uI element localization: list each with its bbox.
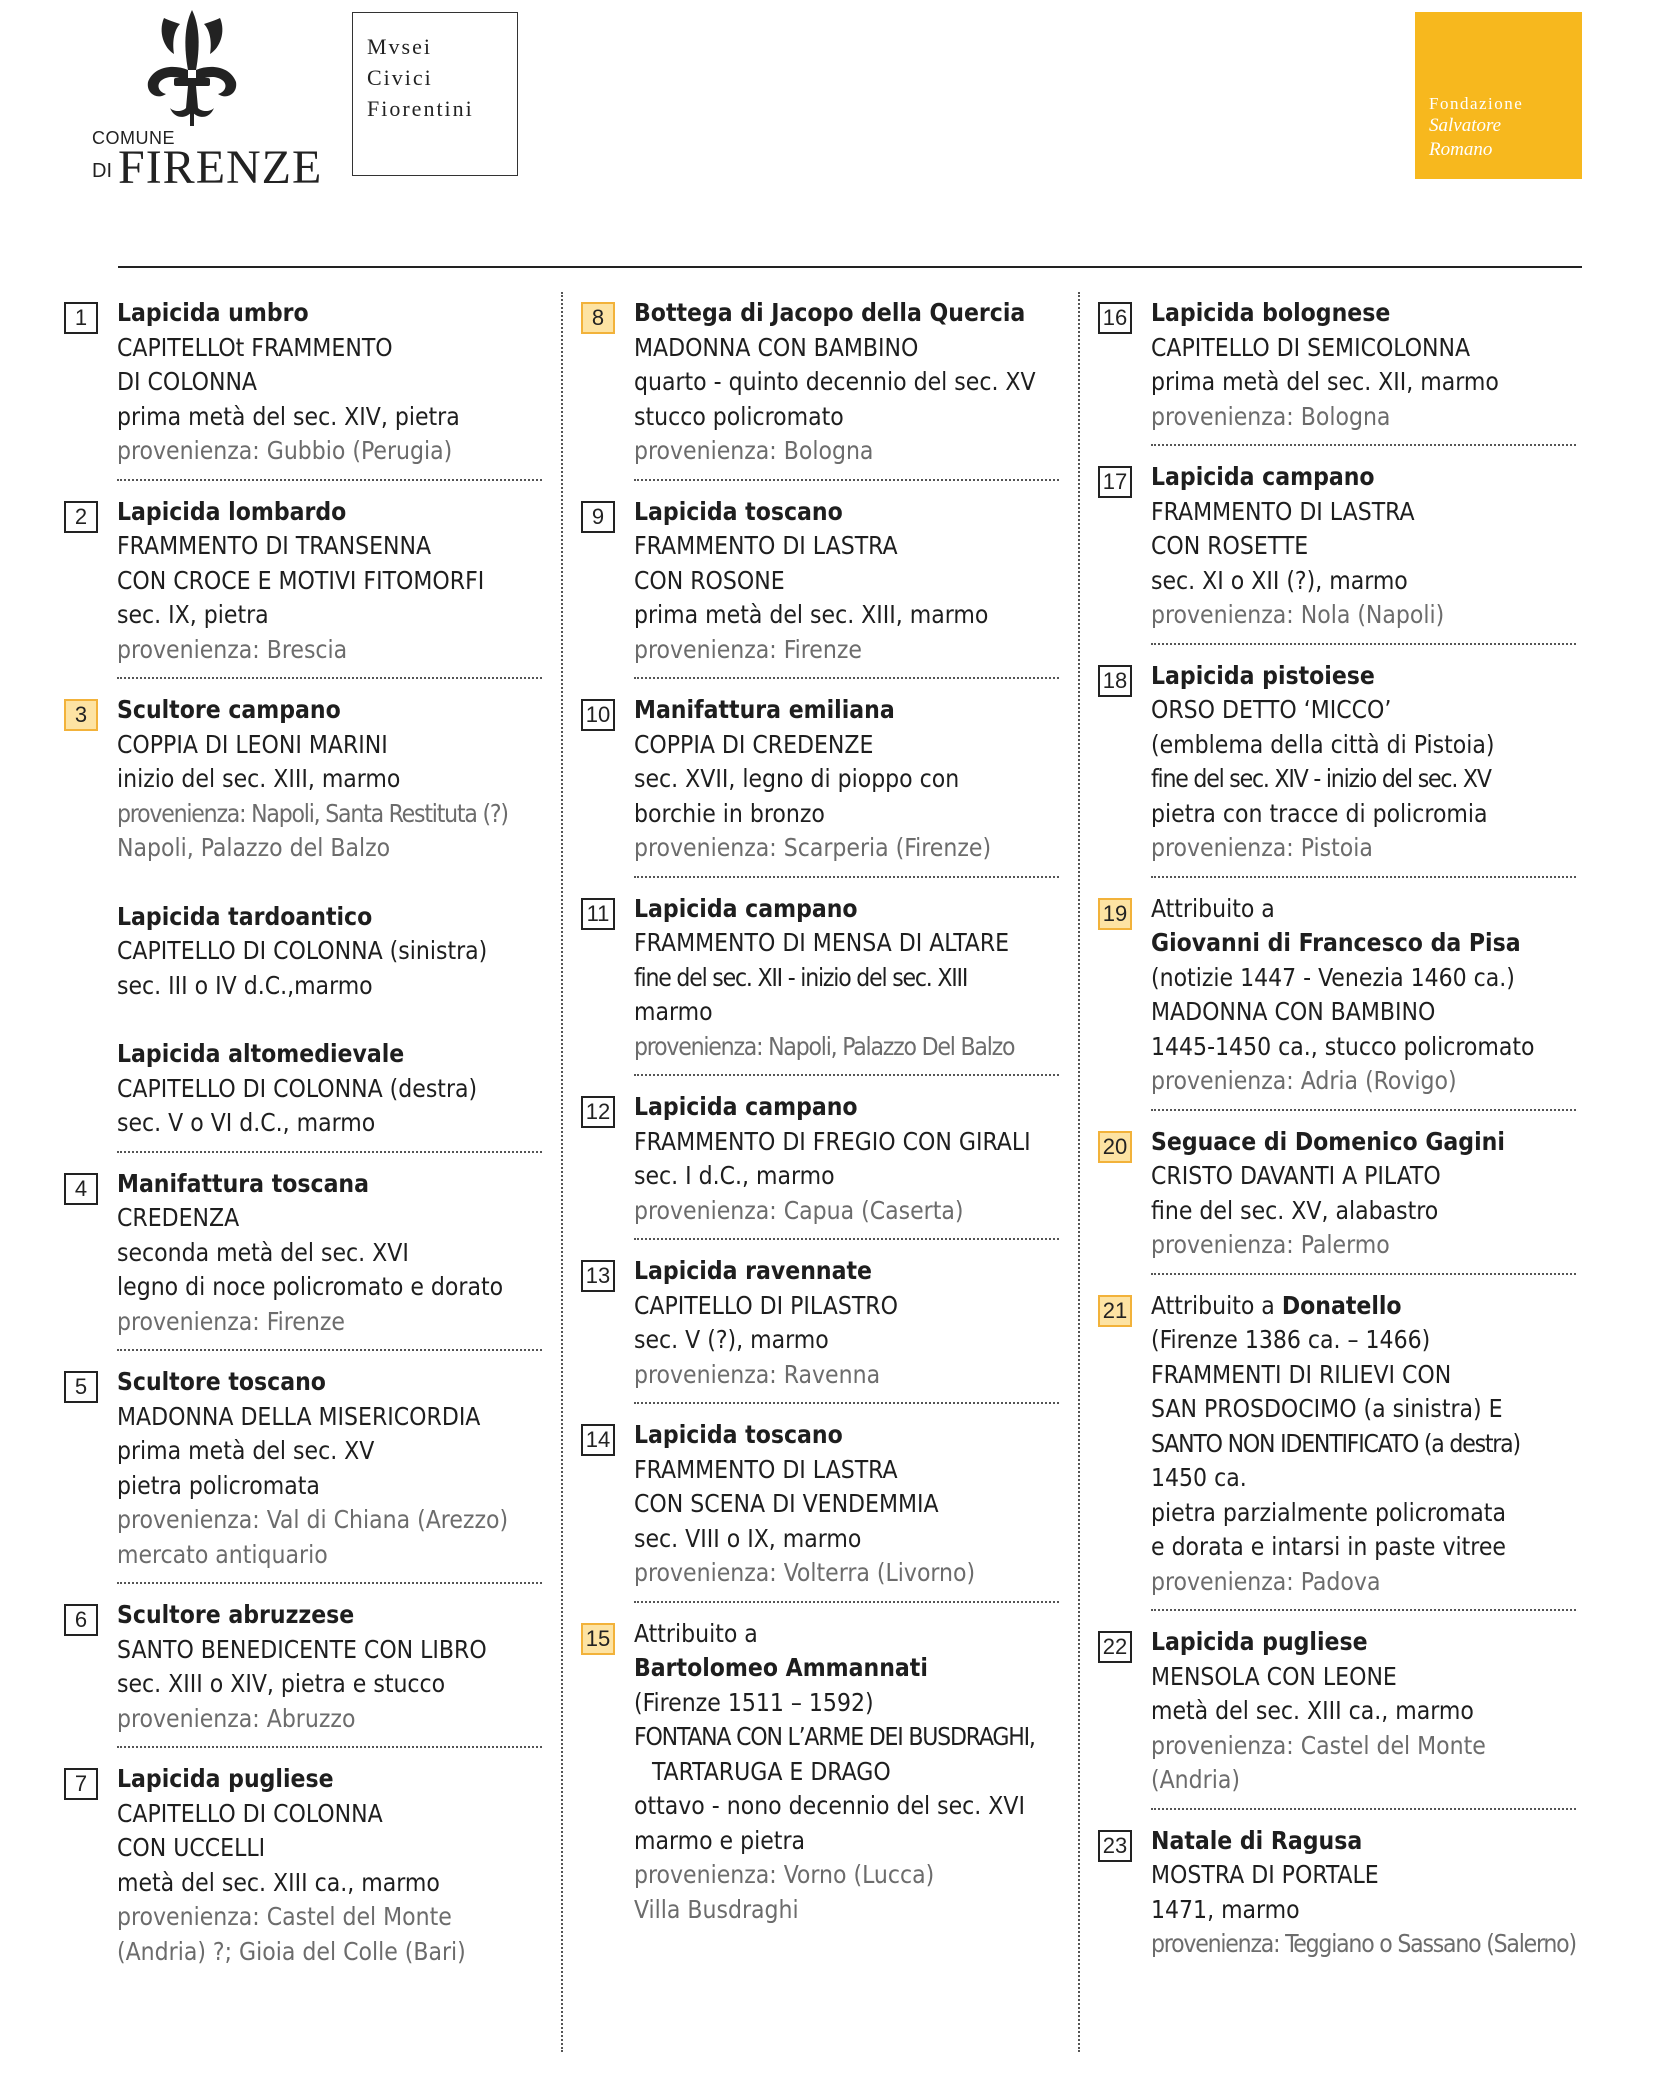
entry-detail-line: fine del sec. XII - inizio del sec. XIII — [634, 962, 968, 992]
entry-author: Lapicida umbro — [117, 298, 309, 327]
entry-author: Bartolomeo Ammannati — [634, 1653, 928, 1682]
entry-detail-line: sec. V o VI d.C., marmo — [117, 1108, 376, 1137]
catalog-entry — [62, 1167, 542, 1352]
entry-detail-line: SANTO NON IDENTIFICATO (a destra) — [1151, 1428, 1520, 1458]
entry-author: Bottega di Jacopo della Quercia — [634, 298, 1026, 327]
entry-detail-line: prima metà del sec. XV — [117, 1436, 375, 1465]
entry-author: Lapicida ravennate — [634, 1256, 872, 1285]
entry-detail-line: sec. V (?), marmo — [634, 1325, 829, 1354]
entry-detail-line: CON ROSONE — [634, 565, 785, 595]
entry-detail-line: MENSOLA CON LEONE — [1151, 1661, 1397, 1691]
entry-detail-line: pietra policromata — [117, 1470, 320, 1500]
entry-detail-line: fine del sec. XIV - inizio del sec. XV — [1151, 764, 1491, 793]
catalog-entry — [579, 1617, 1059, 1928]
entry-author: Natale di Ragusa — [1151, 1825, 1363, 1855]
catalog-entry — [1096, 460, 1576, 645]
entry-detail-line: SAN PROSDOCIMO (a sinistra) E — [1151, 1394, 1503, 1423]
entry-provenance: provenienza: Bologna — [634, 436, 874, 465]
entry-detail-line: MADONNA CON BAMBINO — [634, 332, 919, 362]
entry-detail-line: legno di noce policromato e dorato — [117, 1272, 504, 1301]
florentine-lily-icon — [144, 8, 240, 128]
entry-provenance: provenienza: Val di Chiana (Arezzo) — [117, 1505, 509, 1534]
column-divider — [561, 292, 563, 2052]
entry-number-badge: 15 — [581, 1623, 615, 1655]
entry-detail-line: COPPIA DI CREDENZE — [634, 729, 874, 759]
entry-author: Lapicida pugliese — [1151, 1627, 1368, 1656]
entry-provenance: mercato antiquario — [117, 1539, 328, 1569]
entry-detail-line: FONTANA CON L’ARME DEI BUSDRAGHI, — [634, 1722, 1035, 1751]
entry-author: Lapicida campano — [634, 1092, 858, 1121]
entry-author: Manifattura toscana — [117, 1168, 369, 1198]
catalog-entry — [579, 693, 1059, 878]
entry-provenance: provenienza: Castel del Monte — [117, 1902, 452, 1931]
entry-number-badge: 3 — [64, 699, 98, 731]
musei-line-3: Fiorentini — [367, 96, 474, 121]
entry-provenance: provenienza: Padova — [1151, 1566, 1381, 1596]
entry-author: Lapicida toscano — [634, 1420, 843, 1449]
fondazione-salvatore-romano-logo — [1415, 12, 1582, 179]
entry-provenance: provenienza: Napoli, Palazzo Del Balzo — [634, 1031, 1015, 1061]
entry-author: Scultore campano — [117, 695, 341, 724]
entry-number-badge: 21 — [1098, 1295, 1132, 1327]
catalog-entry — [1096, 1625, 1576, 1810]
catalog-entry — [1096, 1824, 1576, 1962]
entry-detail-line: ottavo - nono decennio del sec. XVI — [634, 1791, 1025, 1820]
entry-detail-line: FRAMMENTO DI MENSA DI ALTARE — [634, 928, 1010, 957]
entry-author: Lapicida bolognese — [1151, 298, 1391, 327]
entry-provenance: provenienza: Adria (Rovigo) — [1151, 1066, 1457, 1095]
entry-detail-line: sec. XI o XII (?), marmo — [1151, 565, 1408, 595]
entry-provenance: provenienza: Abruzzo — [117, 1703, 356, 1733]
entry-detail-line: FRAMMENTO DI LASTRA — [634, 531, 898, 560]
entry-detail-line: inizio del sec. XIII, marmo — [117, 764, 401, 793]
entry-author: Lapicida campano — [634, 893, 858, 923]
entry-number-badge: 12 — [581, 1096, 615, 1128]
entry-detail-line: FRAMMENTO DI LASTRA — [634, 1454, 898, 1484]
entry-number-badge: 19 — [1098, 898, 1132, 930]
catalog-entry — [62, 495, 542, 680]
entry-provenance: provenienza: Capua (Caserta) — [634, 1195, 964, 1225]
musei-line-1: Mvsei — [367, 34, 432, 59]
entry-number-badge: 18 — [1098, 665, 1132, 697]
entry-number-badge: 8 — [581, 302, 615, 334]
entry-detail-line: CAPITELLOt FRAMMENTO — [117, 332, 393, 362]
entry-detail-line: marmo e pietra — [634, 1825, 806, 1855]
entry-detail-line: CAPITELLO DI SEMICOLONNA — [1151, 332, 1471, 362]
catalog-column-3 — [1096, 296, 1576, 1962]
catalog-entry — [1096, 1289, 1576, 1612]
musei-line-2: Civici — [367, 65, 433, 90]
entry-provenance: (Andria) ?; Gioia del Colle (Bari) — [117, 1936, 466, 1966]
header-divider — [118, 266, 1582, 268]
catalog-entry — [1096, 659, 1576, 878]
entry-detail-line: (emblema della città di Pistoia) — [1151, 729, 1495, 759]
entry-detail-line: 1450 ca. — [1151, 1463, 1247, 1492]
catalog-column-2 — [579, 296, 1059, 1927]
entry-number-badge: 4 — [64, 1173, 98, 1205]
entry-detail-line: CAPITELLO DI COLONNA (sinistra) — [117, 936, 488, 965]
entry-author: Lapicida campano — [1151, 462, 1375, 491]
entry-detail-line: MOSTRA DI PORTALE — [1151, 1860, 1379, 1889]
entry-provenance: provenienza: Volterra (Livorno) — [634, 1558, 976, 1587]
entry-number-badge: 13 — [581, 1260, 615, 1292]
entry-detail-line: sec. XIII o XIV, pietra e stucco — [117, 1669, 446, 1698]
entry-detail-line: CON ROSETTE — [1151, 531, 1309, 560]
entry-detail-line: borchie in bronzo — [634, 798, 825, 828]
catalog-entry — [579, 1418, 1059, 1603]
entry-detail-line: marmo — [634, 997, 713, 1026]
entry-detail-line: CRISTO DAVANTI A PILATO — [1151, 1161, 1441, 1190]
entry-author: Seguace di Domenico Gagini — [1151, 1126, 1505, 1156]
entry-detail-line: sec. III o IV d.C.,marmo — [117, 970, 373, 1000]
entry-provenance: (Andria) — [1151, 1765, 1240, 1794]
entry-number-badge: 6 — [64, 1604, 98, 1636]
entry-detail-line: metà del sec. XIII ca., marmo — [1151, 1696, 1474, 1725]
entry-detail-line: FRAMMENTO DI FREGIO CON GIRALI — [634, 1126, 1031, 1156]
entry-detail-line: fine del sec. XV, alabastro — [1151, 1195, 1439, 1225]
entry-author: Lapicida altomedievale — [117, 1039, 405, 1068]
entry-detail-line: 1471, marmo — [1151, 1894, 1300, 1924]
entry-detail-line: ORSO DETTO ‘MICCO’ — [1151, 695, 1392, 724]
entry-provenance: provenienza: Firenze — [117, 1306, 345, 1336]
catalog-entry — [579, 1090, 1059, 1240]
entry-detail-line: e dorata e intarsi in paste vitree — [1151, 1532, 1506, 1561]
entry-detail-line: CAPITELLO DI PILASTRO — [634, 1290, 898, 1320]
entry-author: Lapicida toscano — [634, 496, 843, 526]
catalog-column-1 — [62, 296, 542, 1969]
entry-detail-line: (Firenze 1511 – 1592) — [634, 1687, 874, 1717]
entry-detail-line: TARTARUGA E DRAGO — [652, 1756, 891, 1786]
entry-detail-line: (Firenze 1386 ca. – 1466) — [1151, 1325, 1431, 1354]
entry-number-badge: 1 — [64, 302, 98, 334]
entry-provenance: Napoli, Palazzo del Balzo — [117, 833, 391, 862]
entry-number-badge: 9 — [581, 501, 615, 533]
entry-provenance: provenienza: Firenze — [634, 634, 862, 664]
entry-detail-line: FRAMMENTO DI TRANSENNA — [117, 531, 432, 560]
entry-author: Donatello — [1281, 1290, 1402, 1320]
entry-detail-line: CON SCENA DI VENDEMMIA — [634, 1489, 939, 1518]
entry-detail-line: sec. I d.C., marmo — [634, 1161, 835, 1190]
entry-number-badge: 22 — [1098, 1631, 1132, 1663]
entry-detail-line: quarto - quinto decennio del sec. XV — [634, 367, 1036, 396]
catalog-entry — [1096, 296, 1576, 446]
entry-provenance: provenienza: Ravenna — [634, 1359, 881, 1389]
entry-number-badge: 23 — [1098, 1830, 1132, 1862]
entry-number-badge: 17 — [1098, 466, 1132, 498]
entry-detail-line: sec. IX, pietra — [117, 600, 269, 629]
entry-number-badge: 16 — [1098, 302, 1132, 334]
entry-detail-line: pietra parzialmente policromata — [1151, 1497, 1506, 1527]
entry-detail-line: sec. VIII o IX, marmo — [634, 1523, 862, 1553]
entry-detail-line: seconda metà del sec. XVI — [117, 1237, 409, 1267]
entry-provenance: Villa Busdraghi — [634, 1894, 799, 1924]
entry-detail-line: pietra con tracce di policromia — [1151, 798, 1488, 828]
catalog-entry — [579, 1254, 1059, 1404]
entry-number-badge: 14 — [581, 1424, 615, 1456]
entry-number-badge: 5 — [64, 1371, 98, 1403]
catalog-entry — [579, 495, 1059, 680]
entry-author: Giovanni di Francesco da Pisa — [1151, 928, 1521, 957]
entry-detail-line: sec. XVII, legno di pioppo con — [634, 764, 960, 793]
entry-author: Lapicida pistoiese — [1151, 660, 1375, 690]
entry-detail-line: SANTO BENEDICENTE CON LIBRO — [117, 1634, 487, 1664]
entry-detail-line: FRAMMENTI DI RILIEVI CON — [1151, 1359, 1452, 1389]
entry-detail-line: MADONNA DELLA MISERICORDIA — [117, 1401, 481, 1431]
entry-number-badge: 10 — [581, 699, 615, 731]
entry-detail-line: CON UCCELLI — [117, 1833, 266, 1862]
comune-di-firenze-logo — [92, 8, 323, 194]
entry-provenance: provenienza: Brescia — [117, 634, 348, 664]
comune-di-label: DI — [92, 160, 112, 182]
fondazione-line-2: Salvatore — [1429, 115, 1502, 136]
entry-number-badge: 7 — [64, 1768, 98, 1800]
entry-provenance: provenienza: Bologna — [1151, 401, 1391, 431]
entry-detail-line: COPPIA DI LEONI MARINI — [117, 729, 388, 759]
entry-provenance: provenienza: Pistoia — [1151, 833, 1373, 862]
catalog-entry — [1096, 892, 1576, 1111]
entry-detail-line — [1151, 1289, 1576, 1324]
entry-number-badge: 2 — [64, 501, 98, 533]
catalog-entry — [62, 1762, 542, 1969]
entry-detail-line: 1445-1450 ca., stucco policromato — [1151, 1031, 1535, 1061]
comune-label: COMUNE — [92, 128, 175, 148]
comune-name: FIRENZE — [118, 141, 323, 194]
entry-detail-line: (notizie 1447 - Venezia 1460 ca.) — [1151, 962, 1515, 992]
entry-detail-line: DI COLONNA — [117, 367, 258, 396]
entry-detail-line: prima metà del sec. XII, marmo — [1151, 367, 1499, 396]
entry-detail-line: FRAMMENTO DI LASTRA — [1151, 496, 1415, 526]
entry-author: Lapicida tardoantico — [117, 901, 373, 931]
entry-number-badge: 20 — [1098, 1131, 1132, 1163]
entry-provenance: provenienza: Nola (Napoli) — [1151, 600, 1445, 629]
catalog-entry — [62, 1365, 542, 1584]
entry-author: Lapicida lombardo — [117, 496, 347, 526]
entry-provenance: provenienza: Teggiano o Sassano (Salerno) — [1151, 1929, 1576, 1958]
entry-detail-line: CREDENZA — [117, 1203, 240, 1232]
entry-author: Scultore toscano — [117, 1367, 326, 1396]
entry-attribution-prefix: Attribuito a — [1151, 1290, 1282, 1320]
entry-detail-line: CAPITELLO DI COLONNA — [117, 1798, 383, 1828]
entry-provenance: provenienza: Napoli, Santa Restituta (?) — [117, 798, 508, 828]
entry-provenance: provenienza: Gubbio (Perugia) — [117, 436, 453, 465]
entry-provenance: provenienza: Scarperia (Firenze) — [634, 833, 992, 862]
entry-detail-line: prima metà del sec. XIV, pietra — [117, 401, 460, 431]
entry-author: Lapicida pugliese — [117, 1764, 334, 1793]
entry-detail-line: CAPITELLO DI COLONNA (destra) — [117, 1073, 478, 1103]
entry-detail-line: CON CROCE E MOTIVI FITOMORFI — [117, 565, 485, 595]
musei-civici-fiorentini-logo — [352, 12, 518, 176]
entry-provenance: provenienza: Vorno (Lucca) — [634, 1860, 935, 1889]
entry-detail-line: MADONNA CON BAMBINO — [1151, 997, 1436, 1026]
entry-author: Manifattura emiliana — [634, 695, 895, 724]
entry-detail-line: Attribuito a — [634, 1618, 758, 1648]
catalog-entry — [62, 296, 542, 481]
entry-author: Scultore abruzzese — [117, 1600, 355, 1629]
entry-detail-line: stucco policromato — [634, 401, 844, 431]
catalog-entry — [62, 1598, 542, 1748]
entry-provenance: provenienza: Castel del Monte — [1151, 1730, 1486, 1760]
catalog-entry — [579, 296, 1059, 481]
fondazione-line-1: Fondazione — [1429, 94, 1524, 113]
catalog-entry — [579, 892, 1059, 1077]
catalog-entry — [62, 693, 542, 1153]
catalog-entry — [1096, 1125, 1576, 1275]
column-divider — [1078, 292, 1080, 2052]
entry-detail-line: metà del sec. XIII ca., marmo — [117, 1867, 440, 1897]
entry-detail-line: Attribuito a — [1151, 893, 1275, 923]
entry-number-badge: 11 — [581, 898, 615, 930]
fondazione-line-3: Romano — [1429, 139, 1493, 160]
entry-detail-line: prima metà del sec. XIII, marmo — [634, 600, 989, 629]
entry-provenance: provenienza: Palermo — [1151, 1230, 1390, 1259]
